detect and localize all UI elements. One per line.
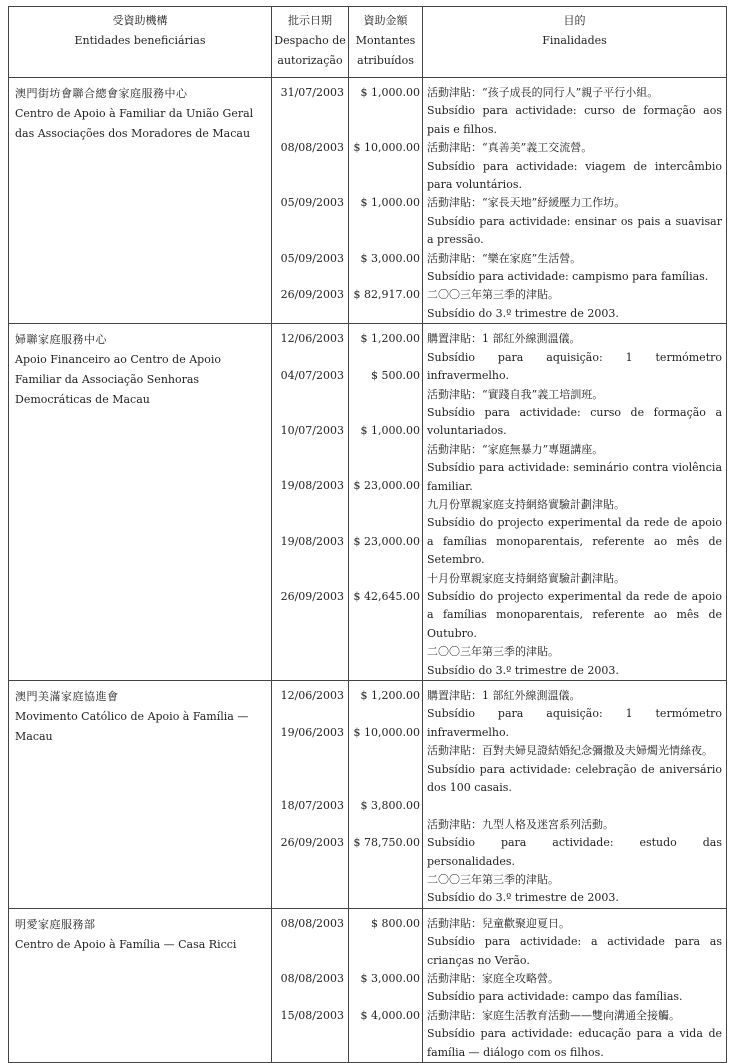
purpose-pt: Subsídio para actividade: seminário contra violência familiar. [427,461,722,493]
purpose-zh: 活動津貼：“實踐自我”義工培訓班。 [427,387,604,401]
beneficiary-name-pt: Centro de Apoio à Familiar da União Geral das Associações dos Moradores de Macau [15,107,254,140]
purpose-pt: Subsídio para actividade: viagem de intercâmbio para voluntários. [427,159,722,192]
purpose-zh: 九月份單親家庭支持網絡實驗計劃津貼。 [427,497,625,511]
amount-value: $ 3,000.00 [360,972,420,986]
beneficiary-cell [9,78,272,324]
purpose-zh: 活動津貼：兒童歡聚迎夏日。 [427,916,570,930]
purpose-zh: 活動津貼：“家庭無暴力”專題講座。 [427,442,604,456]
beneficiary-name-zh: 澳門街坊會聯合總會家庭服務中心 [15,87,188,100]
date-cell [272,324,349,681]
purpose-entry [427,386,722,441]
purpose-zh: 購置津貼：1 部紅外線測溫儀。 [427,332,581,346]
amount-value: $ 1,000.00 [360,86,420,99]
dispatch-date: 26/09/2003 [280,288,344,302]
organisation-group [9,78,727,324]
amount-cell [349,324,423,681]
purpose-pt: Subsídio do projecto experimental da rede de apoio a famílias monoparentais, referente ao mês de Outubro. [427,589,722,640]
dispatch-date: 05/09/2003 [280,251,344,265]
organisation-group [9,681,727,909]
dispatch-date: 26/09/2003 [280,836,344,850]
amount-value: $ 10,000.00 [353,725,420,739]
amount-value: $ 23,000.00 [353,534,420,548]
purpose-pt: Subsídio do 3.º trimestre de 2003. [427,891,619,905]
header-date-pt: Despacho de autorização [274,34,346,67]
date-cell [272,908,349,1062]
purpose-entry [427,570,722,644]
purpose-entry [427,687,722,742]
dispatch-date: 15/08/2003 [280,1008,344,1022]
organisation-group [9,324,727,681]
table-header-row [9,7,727,78]
purpose-zh: 二〇〇三年第三季的津貼。 [427,873,559,887]
amount-value: $ 10,000.00 [353,141,420,155]
header-date-zh: 批示日期 [288,14,332,27]
dispatch-date: 19/08/2003 [280,534,344,548]
beneficiary-name-pt: Centro de Apoio à Família — Casa Ricci [15,937,237,951]
dispatch-date: 31/07/2003 [280,86,344,99]
beneficiary-cell [9,908,272,1062]
purpose-cell [423,681,727,909]
header-amount-zh: 資助金額 [363,14,408,27]
date-cell [272,681,349,909]
purpose-zh: 二〇〇三年第三季的津貼。 [427,645,559,659]
purpose-pt: Subsídio para actividade: curso de formação aos pais e filhos. [427,104,722,136]
amount-value: $ 42,645.00 [353,589,420,603]
amount-value: $ 800.00 [371,916,420,930]
purpose-zh: 活動津貼：九型人格及迷宮系列活動。 [427,817,614,831]
dispatch-date: 08/08/2003 [280,972,344,986]
dispatch-date: 26/09/2003 [280,589,344,603]
purpose-zh: 十月份單親家庭支持網絡實驗計劃津貼。 [427,571,625,585]
amount-value: $ 82,917.00 [353,288,420,302]
purpose-pt: Subsídio para actividade: a actividade para as crianças no Verão. [427,935,722,967]
date-cell [272,78,349,324]
purpose-entry [427,643,722,680]
purpose-zh: 活動津貼：“真善美”義工交流營。 [427,141,593,155]
amount-cell [349,908,423,1062]
purpose-entry [427,915,722,970]
amount-cell [349,681,423,909]
purpose-pt: Subsídio para actividade: campo das famílias. [427,990,683,1004]
beneficiary-name-pt: Apoio Financeiro ao Centro de Apoio Familiar da Associação Senhoras Democráticas de Macau [15,353,221,407]
amount-value: $ 1,200.00 [360,332,420,346]
purpose-entry [427,194,722,249]
purpose-zh: 二〇〇三年第三季的津貼。 [427,288,559,302]
purpose-zh: 活動津貼：百對夫婦見證結婚紀念彌撒及夫婦燭光情絲夜。 [427,744,713,758]
beneficiary-cell [9,324,272,681]
purpose-entry [427,84,722,139]
purpose-entry [427,441,722,496]
subsidy-table [8,6,727,1063]
purpose-entry [427,871,722,908]
purpose-cell [423,908,727,1062]
beneficiary-name-zh: 澳門美滿家庭協進會 [15,690,119,703]
purpose-zh: 活動津貼：家庭全攻略營。 [427,972,559,986]
purpose-pt: Subsídio do 3.º trimestre de 2003. [427,663,619,677]
header-amount [349,7,423,78]
document [8,6,726,1063]
amount-value: $ 23,000.00 [353,479,420,493]
purpose-entry [427,1007,722,1062]
purpose-zh: 活動津貼：“孩子成長的同行人”親子平行小組。 [427,86,659,99]
amount-value: $ 78,750.00 [353,836,420,850]
header-date [272,7,349,78]
dispatch-date: 12/06/2003 [280,689,344,702]
purpose-pt: Subsídio para actividade: celebração de aniversário dos 100 casais. [427,762,722,795]
dispatch-date: 18/07/2003 [280,799,344,813]
purpose-entry [427,330,722,385]
amount-value: $ 4,000.00 [360,1008,420,1022]
amount-value: $ 500.00 [371,369,420,383]
organisation-group [9,908,727,1062]
purpose-zh: 活動津貼：“樂在家庭”生活營。 [427,251,582,265]
purpose-entry [427,742,722,816]
purpose-entry [427,970,722,1007]
amount-cell [349,78,423,324]
purpose-zh: 購置津貼：1 部紅外線測溫儀。 [427,689,581,702]
header-beneficiaries-zh: 受資助機構 [112,14,168,27]
beneficiary-name-zh: 明愛家庭服務部 [15,917,96,931]
purpose-entry [427,286,722,323]
dispatch-date: 12/06/2003 [280,332,344,346]
dispatch-date: 04/07/2003 [280,369,344,383]
table-row [9,681,727,909]
table-row [9,78,727,324]
purpose-pt: Subsídio para aquisição: 1 termómetro infravermelho. [427,350,722,383]
table-row [9,908,727,1062]
header-beneficiaries-pt: Entidades beneficiárias [74,34,206,47]
purpose-pt: Subsídio para actividade: ensinar os pais a suavisar a pressão. [427,214,722,247]
table-row [9,324,727,681]
purpose-pt: Subsídio para actividade: campismo para famílias. [427,270,709,284]
amount-value: $ 3,000.00 [360,251,420,265]
amount-value: $ 1,000.00 [360,424,420,438]
dispatch-date: 05/09/2003 [280,196,344,210]
purpose-entry [427,250,722,287]
header-beneficiaries [9,7,272,78]
header-purpose-zh: 目的 [563,14,586,27]
dispatch-date: 19/06/2003 [280,725,344,739]
purpose-pt: Subsídio do projecto experimental da rede de apoio a famílias monoparentais, referente ao mês de Setembro. [427,516,722,567]
purpose-zh: 活動津貼：“家長天地”紓緩壓力工作坊。 [427,196,626,210]
dispatch-date: 08/08/2003 [280,141,344,155]
purpose-entry [427,496,722,570]
dispatch-date: 08/08/2003 [280,916,344,930]
header-amount-pt: Montantes atribuídos [355,34,416,67]
purpose-pt: Subsídio para actividade: curso de formação a voluntariados. [427,405,722,438]
purpose-pt: Subsídio para actividade: educação para a vida de família — diálogo com os filhos. [427,1027,722,1059]
beneficiary-name-pt: Movimento Católico de Apoio à Família — Macau [15,710,249,743]
purpose-cell [423,324,727,681]
purpose-entry [427,816,722,871]
purpose-entry [427,139,722,194]
beneficiary-cell [9,681,272,909]
dispatch-date: 19/08/2003 [280,479,344,493]
dispatch-date: 10/07/2003 [280,424,344,438]
amount-value: $ 1,000.00 [360,196,420,210]
purpose-zh: 活動津貼：家庭生活教育活動——雙向溝通全接觸。 [427,1008,680,1022]
purpose-cell [423,78,727,324]
purpose-pt: Subsídio para aquisição: 1 termómetro infravermelho. [427,707,722,739]
header-purpose-pt: Finalidades [542,34,607,47]
purpose-pt: Subsídio do 3.º trimestre de 2003. [427,306,619,320]
purpose-pt: Subsídio para actividade: estudo das personalidades. [427,836,722,868]
header-purpose [423,7,727,78]
beneficiary-name-zh: 婦聯家庭服務中心 [15,333,107,347]
amount-value: $ 1,200.00 [360,689,420,702]
amount-value: $ 3,800.00 [360,799,420,813]
